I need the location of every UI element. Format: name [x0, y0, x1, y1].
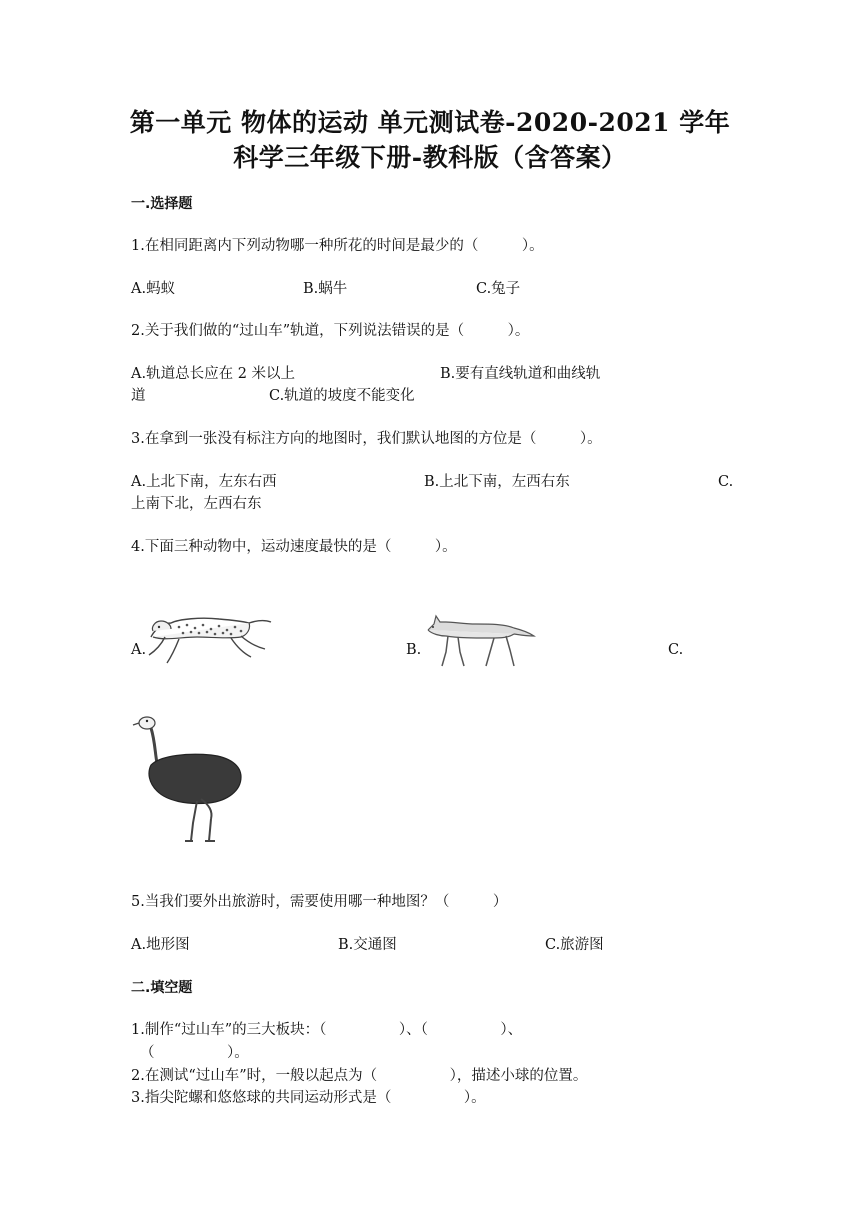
question-5-stem: 5.当我们要外出旅游时，需要使用哪一种地图？（ ）: [131, 894, 508, 910]
question-2-option-c: C.轨道的坡度不能变化: [269, 388, 415, 404]
question-4-option-b: B.: [406, 642, 422, 658]
section-heading-fill-blank: 二.填空题: [131, 980, 193, 996]
question-4-option-c: C.: [668, 642, 684, 658]
fill-question-1-line-2: （ ）。: [140, 1045, 249, 1061]
question-3-option-a: A.上北下南，左东右西: [131, 474, 277, 490]
question-3-option-c-text: 上南下北，左西右东: [131, 496, 262, 512]
question-5-option-b: B.交通图: [338, 937, 397, 953]
fill-question-1-line-1: 1.制作“过山车”的三大板块：（ ）、（ ）、: [131, 1022, 523, 1038]
question-3-option-c-label: C.: [718, 474, 734, 490]
document-title-line-1: 第一单元 物体的运动 单元测试卷-2020-2021 学年: [129, 108, 731, 137]
cheetah-image: [145, 607, 275, 669]
ostrich-image: [131, 711, 251, 847]
question-2-option-a: A.轨道总长应在 2 米以上: [131, 366, 296, 382]
question-1-option-c: C.兔子: [476, 281, 521, 297]
question-2-stem: 2.关于我们做的“过山车”轨道，下列说法错误的是（ ）。: [131, 323, 530, 339]
question-2-option-b-continued: 道: [131, 388, 146, 404]
section-heading-choice: 一.选择题: [131, 196, 193, 212]
question-1-option-b: B.蜗牛: [303, 281, 348, 297]
question-1-option-a: A.蚂蚁: [131, 281, 176, 297]
fill-question-2: 2.在测试“过山车”时，一般以起点为（ ），描述小球的位置。: [131, 1068, 588, 1084]
wolf-image: [424, 608, 536, 670]
question-1-stem: 1.在相同距离内下列动物哪一种所花的时间是最少的（ ）。: [131, 238, 544, 254]
fill-question-3: 3.指尖陀螺和悠悠球的共同运动形式是（ ）。: [131, 1090, 486, 1106]
question-5-option-c: C.旅游图: [545, 937, 604, 953]
question-5-option-a: A.地形图: [131, 937, 190, 953]
question-4-stem: 4.下面三种动物中，运动速度最快的是（ ）。: [131, 539, 457, 555]
question-3-stem: 3.在拿到一张没有标注方向的地图时，我们默认地图的方位是（ ）。: [131, 431, 602, 447]
document-title-line-2: 科学三年级下册-教科版（含答案）: [233, 143, 627, 172]
question-4-option-a: A.: [131, 642, 147, 658]
question-3-option-b: B.上北下南，左西右东: [424, 474, 570, 490]
question-2-option-b: B.要有直线轨道和曲线轨: [440, 366, 601, 382]
